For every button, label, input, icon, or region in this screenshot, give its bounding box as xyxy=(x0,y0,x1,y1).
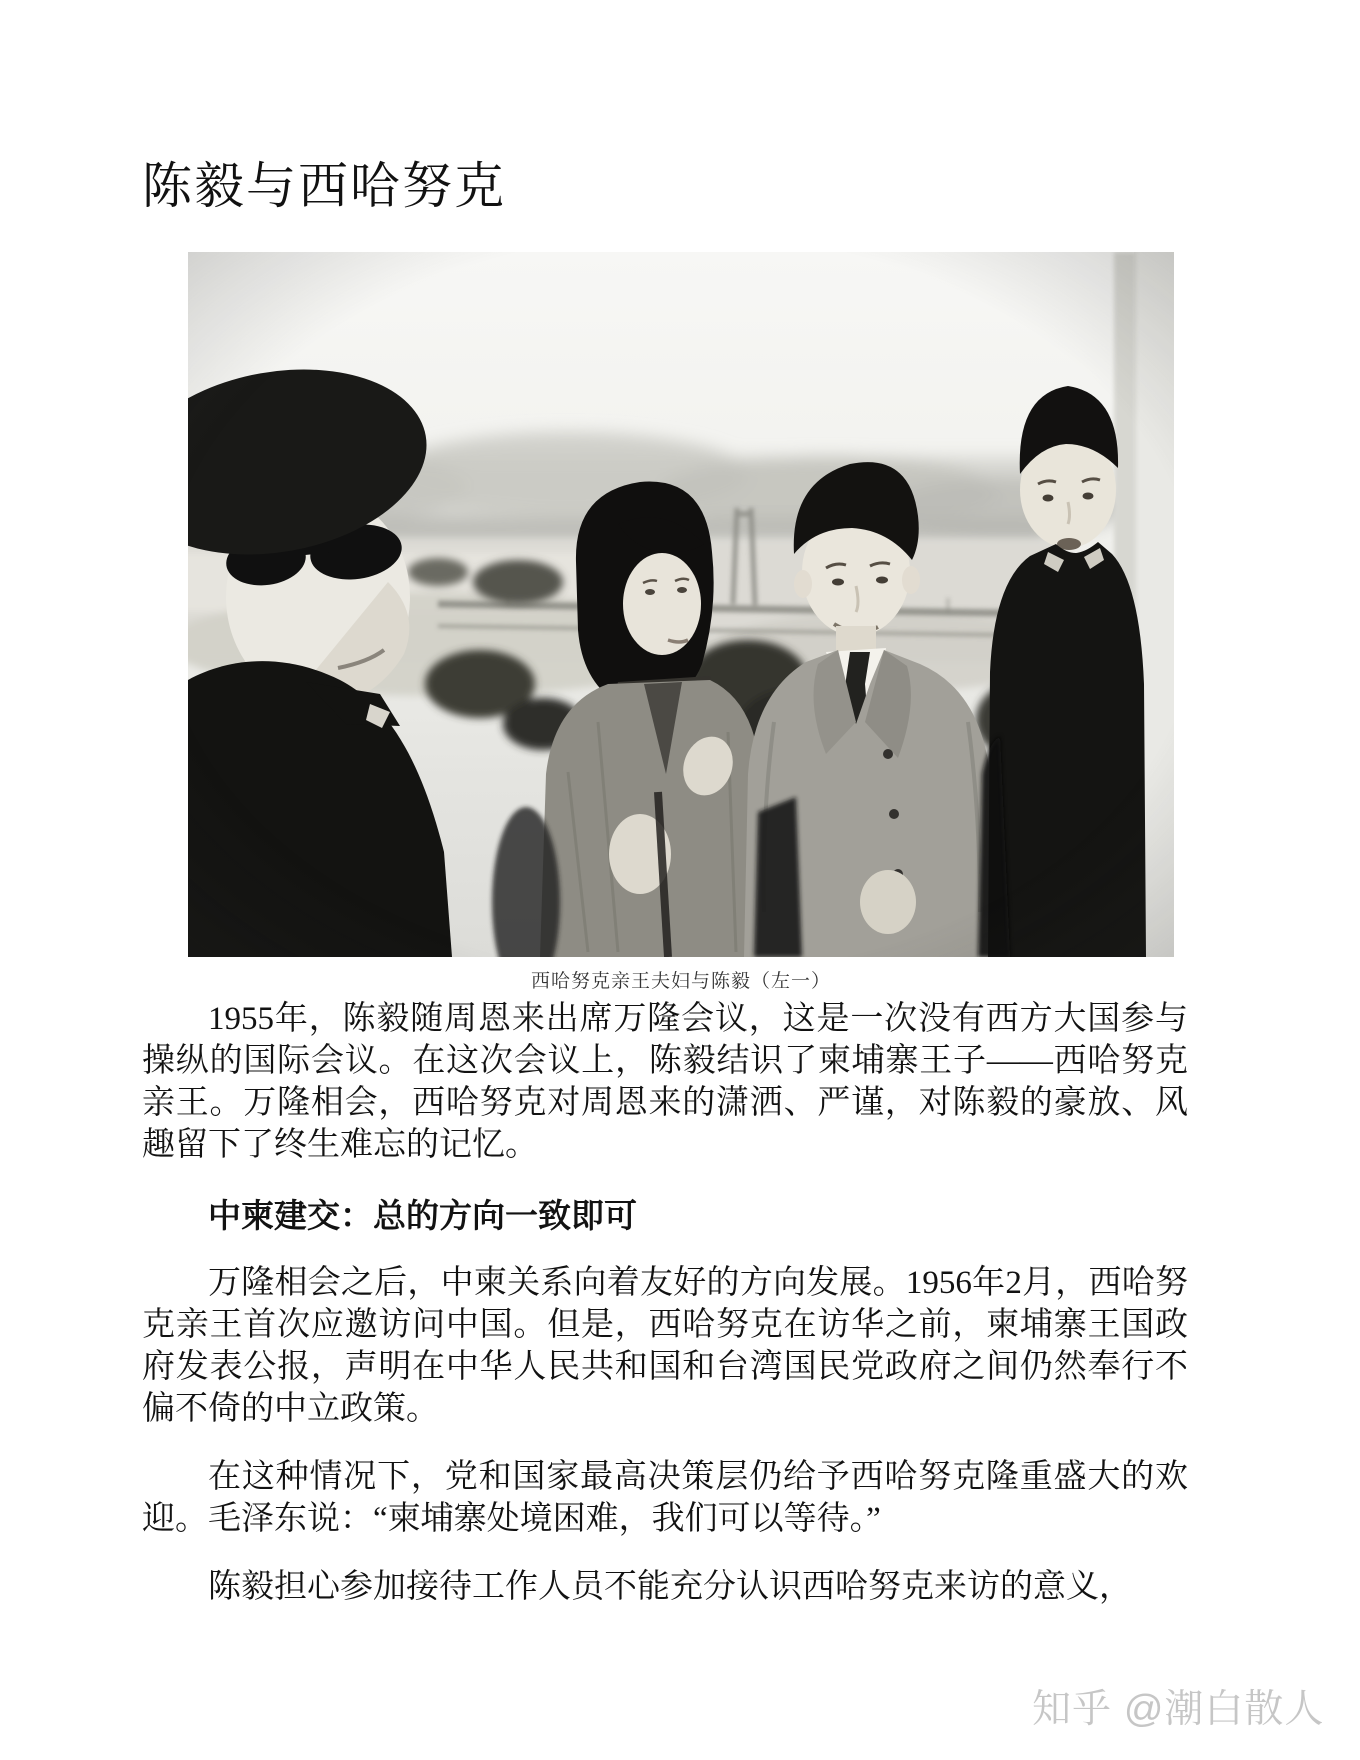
paragraph-2: 万隆相会之后，中柬关系向着友好的方向发展。1956年2月，西哈努克亲王首次应邀访问中国。但是，西哈努克在访华之前，柬埔寨王国政府发表公报，声明在中华人民共和国和台湾国民党政府之间仍然奉行不偏不倚的中立政策。 xyxy=(142,1265,1188,1427)
article-photo xyxy=(188,252,1174,957)
watermark: 知乎 @潮白散人 xyxy=(1032,1688,1325,1731)
photo-svg xyxy=(188,252,1174,957)
paragraph-1: 1955年，陈毅随周恩来出席万隆会议，这是一次没有西方大国参与操纵的国际会议。在这次会议上，陈毅结识了柬埔寨王子——西哈努克亲王。万隆相会，西哈努克对周恩来的潇洒、严谨，对陈毅的豪放、风趣留下了终生难忘的记忆。 xyxy=(142,1001,1188,1163)
paragraph-4: 陈毅担心参加接待工作人员不能充分认识西哈努克来访的意义， xyxy=(208,1569,1132,1605)
article-body xyxy=(142,998,1188,1634)
page-title: 陈毅与西哈努克 xyxy=(142,158,506,214)
photo-caption: 西哈努克亲王夫妇与陈毅（左一） xyxy=(530,971,831,992)
paragraph-3: 在这种情况下，党和国家最高决策层仍给予西哈努克隆重盛大的欢迎。毛泽东说：“柬埔寨处境困难，我们可以等待。” xyxy=(142,1459,1188,1537)
section-heading: 中柬建交：总的方向一致即可 xyxy=(208,1199,637,1235)
photo-vignette xyxy=(188,252,1174,957)
